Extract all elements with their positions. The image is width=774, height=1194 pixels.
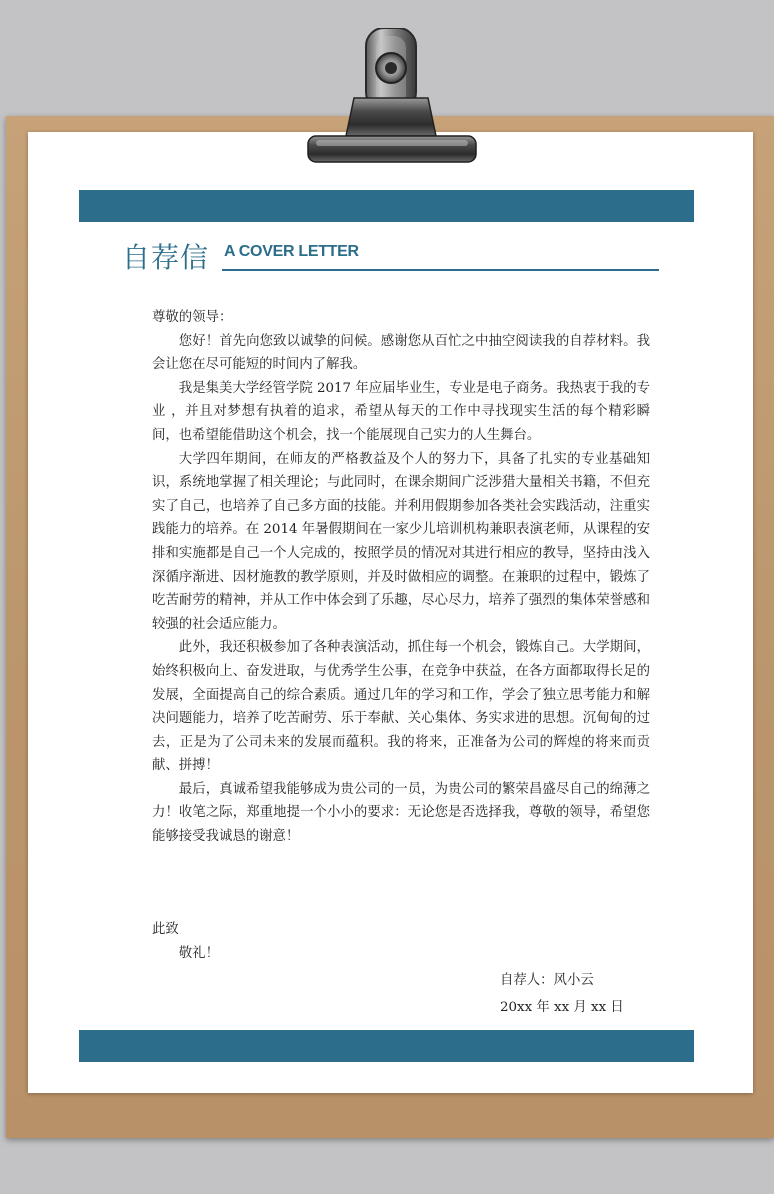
letter-paragraph-2: 我是集美大学经管学院 2017 年应届毕业生，专业是电子商务。我热衷于我的专业 ，并且对梦想有执着的追求，希望从每天的工作中寻找现实生活的每个精彩瞬间，也希望能借助这个机会，找一个能展现自己实力的人生舞台。: [152, 380, 650, 443]
letter-paragraph-1: 您好！首先向您致以诚挚的问候。感谢您从百忙之中抽空阅读我的自荐材料。我会让您在尽可能短的时间内了解我。: [152, 333, 650, 373]
header-band: [79, 190, 694, 222]
letter-signature: [500, 967, 624, 1021]
closing-line-2: 敬礼！: [178, 946, 219, 961]
footer-band: [79, 1030, 694, 1062]
page-title: 自荐信: [122, 241, 210, 274]
page-subtitle: A COVER LETTER: [224, 243, 359, 260]
letter-greeting: 尊敬的领导：: [152, 310, 233, 325]
closing-line-1: 此致: [152, 922, 179, 937]
binder-clip-icon: [296, 28, 486, 178]
signer-name: 自荐人：风小云: [500, 973, 594, 988]
letter-paragraph-5: 最后，真诚希望我能够成为贵公司的一员，为贵公司的繁荣昌盛尽自己的绵薄之力！收笔之际，郑重地提一个小小的要求：无论您是否选择我，尊敬的领导，希望您能够接受我诚恳的谢意！: [152, 781, 650, 845]
letter-paragraph-4: 此外，我还积极参加了各种表演活动，抓住每一个机会，锻炼自己。大学期间，始终积极向上、奋发进取，与优秀学生公事，在竞争中获益，在各方面都取得长足的发展，全面提高自己的综合素质。通过几年的学习和工作，学会了独立思考能力和解决问题能力，培养了吃苦耐劳、乐于奉献、关心集体、务实求进的思想。沉甸甸的过去，正是为了公司未来的发展而蕴积。我的将来，正准备为公司的辉煌的将来而贡献、拼搏！: [152, 640, 650, 774]
letter-paragraph-3: 大学四年期间，在师友的严格教益及个人的努力下，具备了扎实的专业基础知识，系统地掌握了相关理论；与此同时，在课余期间广泛涉猎大量相关书籍，不但充实了自己，也培养了自己多方面的技能。并利用假期参加各类社会实践活动，注重实践能力的培养。在 2014 年暑假期间在一家少儿培训机构兼职表演老师，从课程的安排和实施都是自己一个人完成的，按照学员的情况对其进行相应的教导，坚持由浅入深循序渐进、因材施教的教学原则，并及时做相应的调整。在兼职的过程中，锻炼了吃苦耐劳的精神，并从工作中体会到了乐趣，尽心尽力，培养了强烈的集体荣誉感和较强的社会适应能力。: [152, 451, 650, 632]
letter-date: 20xx 年 xx 月 xx 日: [500, 1000, 624, 1015]
letter-closing: [152, 918, 219, 966]
title-underline: [222, 269, 659, 271]
letter-body: [152, 306, 650, 849]
